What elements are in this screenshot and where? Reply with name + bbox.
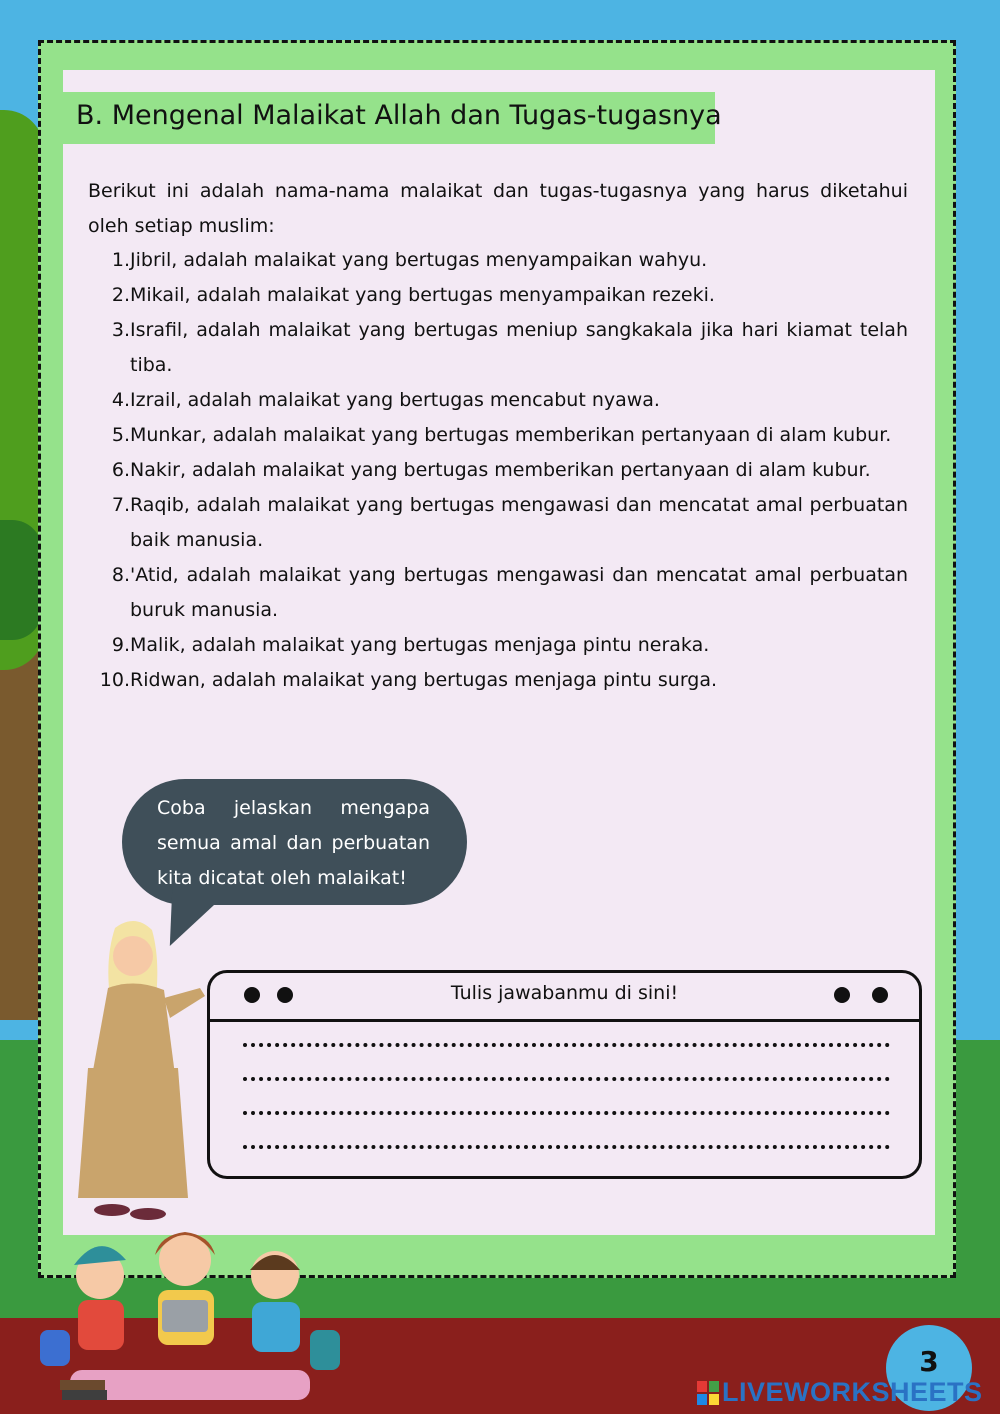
tree-trunk <box>0 640 42 1020</box>
tree-bush <box>0 520 42 640</box>
list-item <box>88 453 908 488</box>
list-item-text: Ridwan, adalah malaikat yang bertugas menjaga pintu surga. <box>130 669 718 691</box>
answer-label: Tulis jawabanmu di sini! <box>450 982 679 1004</box>
answer-line-4[interactable] <box>243 1145 890 1149</box>
list-item-text: Raqib, adalah malaikat yang bertugas mengawasi dan mencatat amal perbuatan baik manusia. <box>130 494 908 551</box>
list-item-text: Munkar, adalah malaikat yang bertugas memberikan pertanyaan di alam kubur. <box>130 424 892 446</box>
brand-wordmark[interactable]: LIVEWORKSHEETS <box>722 1377 983 1407</box>
teacher-illustration <box>60 918 210 1228</box>
list-item <box>88 313 908 383</box>
list-item-number: 10. <box>99 669 130 691</box>
list-item <box>88 558 908 628</box>
list-item <box>88 663 908 698</box>
speech-bubble-text: Coba jelaskan mengapa semua amal dan perbuatan kita dicatat oleh malaikat! <box>157 797 430 889</box>
list-item <box>88 278 908 313</box>
list-item-text: Jibril, adalah malaikat yang bertugas menyampaikan wahyu. <box>130 249 708 271</box>
decor-dot <box>872 987 888 1003</box>
list-item-text: Malik, adalah malaikat yang bertugas menjaga pintu neraka. <box>130 634 710 656</box>
answer-line-2[interactable] <box>243 1077 890 1081</box>
kids-illustration <box>10 1220 350 1410</box>
liveworksheets-logo-icon <box>697 1381 719 1405</box>
list-item-number: 6. <box>111 459 130 481</box>
list-item-text: 'Atid, adalah malaikat yang bertugas mengawasi dan mencatat amal perbuatan buruk manusia. <box>130 564 908 621</box>
intro-text: Berikut ini adalah nama-nama malaikat dan tugas-tugasnya yang harus diketahui oleh setiap muslim: <box>88 180 908 237</box>
list-item-number: 3. <box>111 319 130 341</box>
list-item <box>88 383 908 418</box>
answer-line-3[interactable] <box>243 1111 890 1115</box>
list-item <box>88 418 908 453</box>
list-item-number: 5. <box>111 424 130 446</box>
angel-list <box>88 243 908 698</box>
list-item-text: Israfil, adalah malaikat yang bertugas meniup sangkakala jika hari kiamat telah tiba. <box>130 319 908 376</box>
answer-box-header <box>210 973 919 1022</box>
list-item-number: 1. <box>111 249 130 271</box>
answer-box <box>207 970 922 1179</box>
answer-line-1[interactable] <box>243 1043 890 1047</box>
list-item <box>88 243 908 278</box>
list-item-number: 8. <box>111 564 130 586</box>
list-item <box>88 628 908 663</box>
list-item-text: Izrail, adalah malaikat yang bertugas mencabut nyawa. <box>130 389 660 411</box>
list-item-number: 2. <box>111 284 130 306</box>
list-item-number: 7. <box>111 494 130 516</box>
page-number: 3 <box>919 1345 939 1378</box>
list-item-text: Mikail, adalah malaikat yang bertugas menyampaikan rezeki. <box>130 284 715 306</box>
page-title: B. Mengenal Malaikat Allah dan Tugas-tugasnya <box>76 100 722 131</box>
list-item <box>88 488 908 558</box>
decor-dot <box>834 987 850 1003</box>
list-item-text: Nakir, adalah malaikat yang bertugas memberikan pertanyaan di alam kubur. <box>130 459 871 481</box>
list-item-number: 9. <box>111 634 130 656</box>
list-item-number: 4. <box>111 389 130 411</box>
